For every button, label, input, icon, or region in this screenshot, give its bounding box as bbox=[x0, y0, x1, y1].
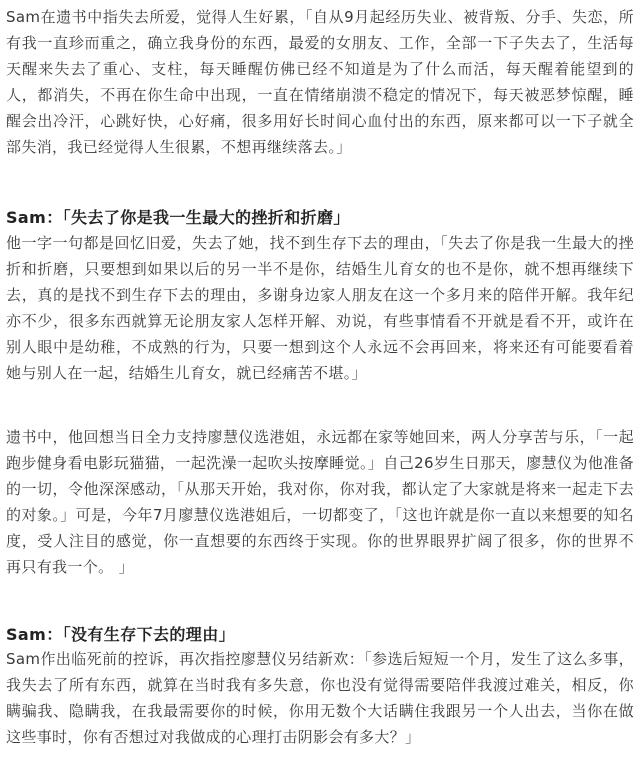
section-heading-2: Sam：「没有生存下去的理由」 bbox=[6, 625, 235, 644]
article-paragraph-2: 他一字一句都是回忆旧爱，失去了她，找不到生存下去的理由，「失去了你是我一生最大的挫折和折磨，只要想到如果以后的另一半不是你，结婚生儿育女的也不是你，就不想再继续下去，真的是找不到生存下去的理由，多谢身边家人朋友在这一个多月来的陪伴开解。我年纪亦不少，很多东西就算无论朋友家人怎样开解、劝说，有些事情看不开就是看不开，或许在别人眼中是幼稚，不成熟的行为，只要一想到这个人永远不会再回来，将来还有可能要看着她与别人在一起，结婚生儿育女，就已经痛苦不堪。」 bbox=[6, 234, 634, 382]
article-paragraph-3: 遗书中，他回想当日全力支持廖慧仪选港姐，永远都在家等她回来，两人分享苦与乐，「一起跑步健身看电影玩猫猫，一起洗澡一起吹头按摩睡觉。」自己26岁生日那天，廖慧仪为他准备的一切，令他深深感动，「从那天开始，我对你，你对我，都认定了大家就是将来一起走下去的对象。」可是，今年7月廖慧仪选港姐后，一切都变了，「这也许就是你一直以来想要的知名度，受人注目的感觉，你一直想要的东西终于实现。你的世界眼界扩阔了很多，你的世界不再只有我一个。 」 bbox=[6, 428, 634, 576]
article-paragraph-4: Sam作出临死前的控诉，再次指控廖慧仪另结新欢：「参选后短短一个月，发生了这么多事，我失去了所有东西，就算在当时我有多失意，你也没有觉得需要陪伴我渡过难关，相反，你瞒骗我、隐瞒我，在我最需要你的时候，你用无数个大话瞒住我跟另一个人出去，当你在做这些事时，你有否想过对我做成的心理打击阴影会有多大？」 bbox=[6, 650, 634, 746]
article-paragraph-1: Sam在遗书中指失去所爱，觉得人生好累，「自从9月起经历失业、被背叛、分手、失恋，所有我一直珍而重之，确立我身份的东西，最爱的女朋友、工作，全部一下子失去了，生活每天醒来失去了重心、支柱，每天睡醒仿佛已经不知道是为了什么而活，每天醒着能望到的人，都消失，不再在你生命中出现，一直在情绪崩溃不稳定的情况下，每天被恶梦惊醒，睡醒会出冷汗，心跳好快，心好痛，很多用好长时间心血付出的东西，原来都可以一下子就全部失消，我已经觉得人生很累，不想再继续落去。」 bbox=[6, 8, 634, 156]
section-heading-1: Sam：「失去了你是我一生最大的挫折和折磨」 bbox=[6, 208, 350, 227]
